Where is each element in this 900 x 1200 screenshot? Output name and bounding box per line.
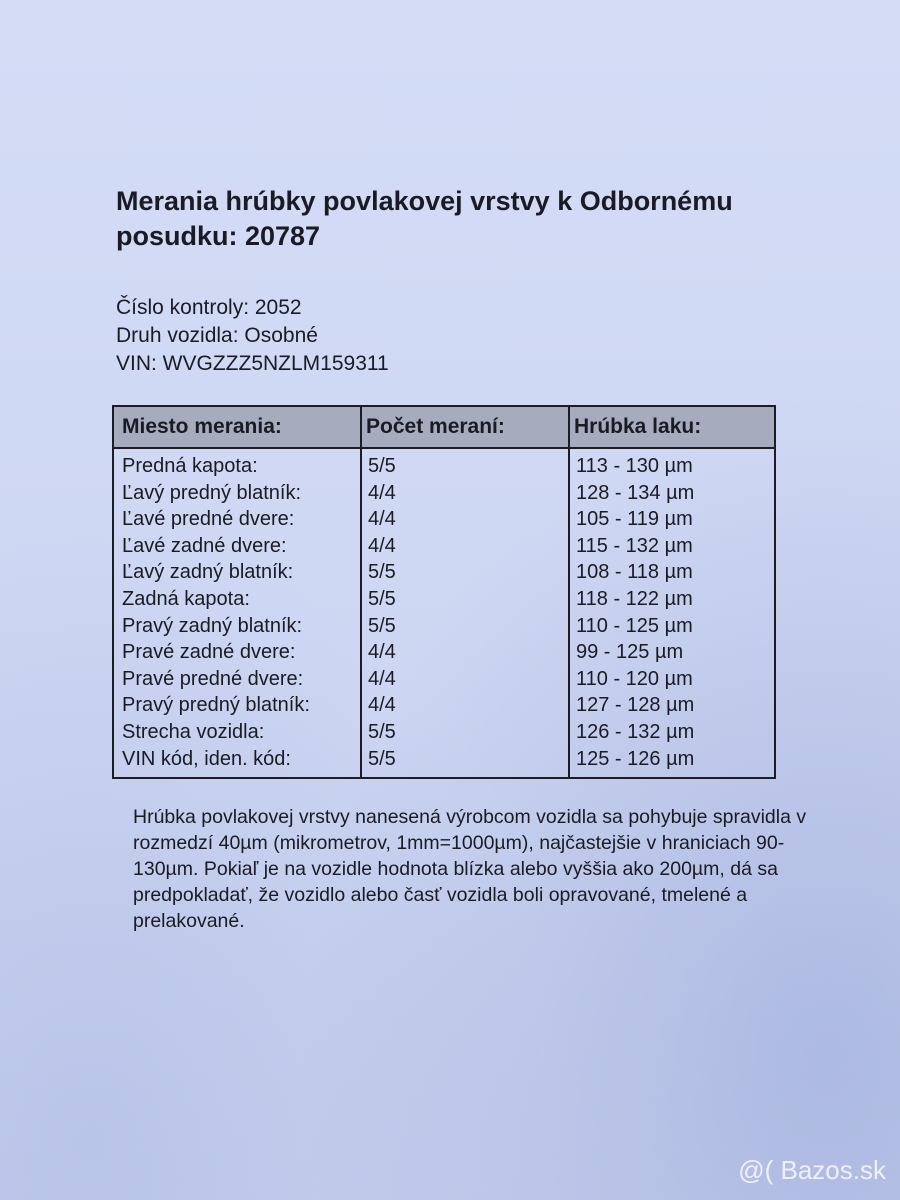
row-thickness: 113 - 130 µm [576, 455, 693, 477]
explanatory-note: Hrúbka povlakovej vrstvy nanesená výrobcom vozidla sa pohybuje spravidla v rozmedzí 40µm (mikrometrov, 1mm=1000µm), najčastejšie v hraniciach 90-130µm. Pokiaľ je na vozidle hodnota blízka alebo vyššia ako 200µm, dá sa predpokladať, že vozidlo alebo časť vozidla boli opravované, tmelené a prelakované. [133, 806, 807, 932]
row-count: 5/5 [368, 614, 396, 637]
vin-number: VIN: WVGZZZ5NZLM159311 [116, 352, 389, 375]
row-thickness: 110 - 120 µm [576, 667, 693, 690]
table-row [114, 719, 774, 746]
row-count: 5/5 [368, 747, 396, 770]
row-thickness: 118 - 122 µm [576, 587, 693, 610]
table-header [114, 407, 774, 449]
row-count: 4/4 [368, 694, 396, 717]
measurement-table [112, 405, 776, 779]
row-location: Zadná kapota: [122, 587, 250, 610]
row-location: Strecha vozidla: [122, 720, 265, 743]
row-thickness: 128 - 134 µm [576, 481, 695, 504]
row-thickness: 110 - 125 µm [576, 614, 693, 637]
table-row [114, 666, 774, 693]
row-location: Ľavý zadný blatník: [122, 561, 294, 584]
row-thickness: 127 - 128 µm [576, 694, 695, 717]
row-count: 4/4 [368, 534, 396, 557]
row-count: 4/4 [368, 481, 396, 504]
row-location: Pravý zadný blatník: [122, 614, 303, 637]
document-meta [116, 294, 389, 378]
document-title: Merania hrúbky povlakovej vrstvy k Odbornému posudku: 20787 [116, 186, 733, 251]
row-thickness: 126 - 132 µm [576, 720, 695, 743]
table-body [114, 453, 774, 772]
table-row [114, 559, 774, 586]
table-row [114, 586, 774, 613]
row-count: 5/5 [368, 720, 396, 743]
table-row [114, 613, 774, 640]
row-count: 5/5 [368, 455, 396, 477]
column-header-thickness: Hrúbka laku: [574, 415, 702, 438]
row-thickness: 99 - 125 µm [576, 641, 684, 664]
table-row [114, 746, 774, 773]
column-header-count: Počet meraní: [366, 415, 505, 438]
row-count: 5/5 [368, 587, 396, 610]
row-location: Ľavý predný blatník: [122, 481, 301, 504]
row-count: 4/4 [368, 508, 396, 531]
row-thickness: 108 - 118 µm [576, 561, 693, 584]
table-row [114, 692, 774, 719]
control-number: Číslo kontroly: 2052 [116, 296, 302, 319]
row-count: 4/4 [368, 641, 396, 664]
row-count: 5/5 [368, 561, 396, 584]
table-row [114, 453, 774, 480]
row-location: Predná kapota: [122, 455, 258, 477]
row-location: Ľavé zadné dvere: [122, 534, 287, 557]
row-location: Pravé predné dvere: [122, 667, 304, 690]
table-row [114, 533, 774, 560]
row-location: Ľavé predné dvere: [122, 508, 295, 531]
vehicle-type: Druh vozidla: Osobné [116, 324, 318, 347]
table-row [114, 506, 774, 533]
table-row [114, 639, 774, 666]
row-thickness: 105 - 119 µm [576, 508, 693, 531]
row-location: Pravý predný blatník: [122, 694, 310, 717]
watermark-logo: @( Bazos.sk [738, 1155, 886, 1185]
table-row [114, 480, 774, 507]
row-thickness: 125 - 126 µm [576, 747, 695, 770]
column-header-location: Miesto merania: [122, 415, 282, 438]
row-count: 4/4 [368, 667, 396, 690]
row-location: VIN kód, iden. kód: [122, 747, 291, 770]
row-thickness: 115 - 132 µm [576, 534, 693, 557]
row-location: Pravé zadné dvere: [122, 641, 296, 664]
